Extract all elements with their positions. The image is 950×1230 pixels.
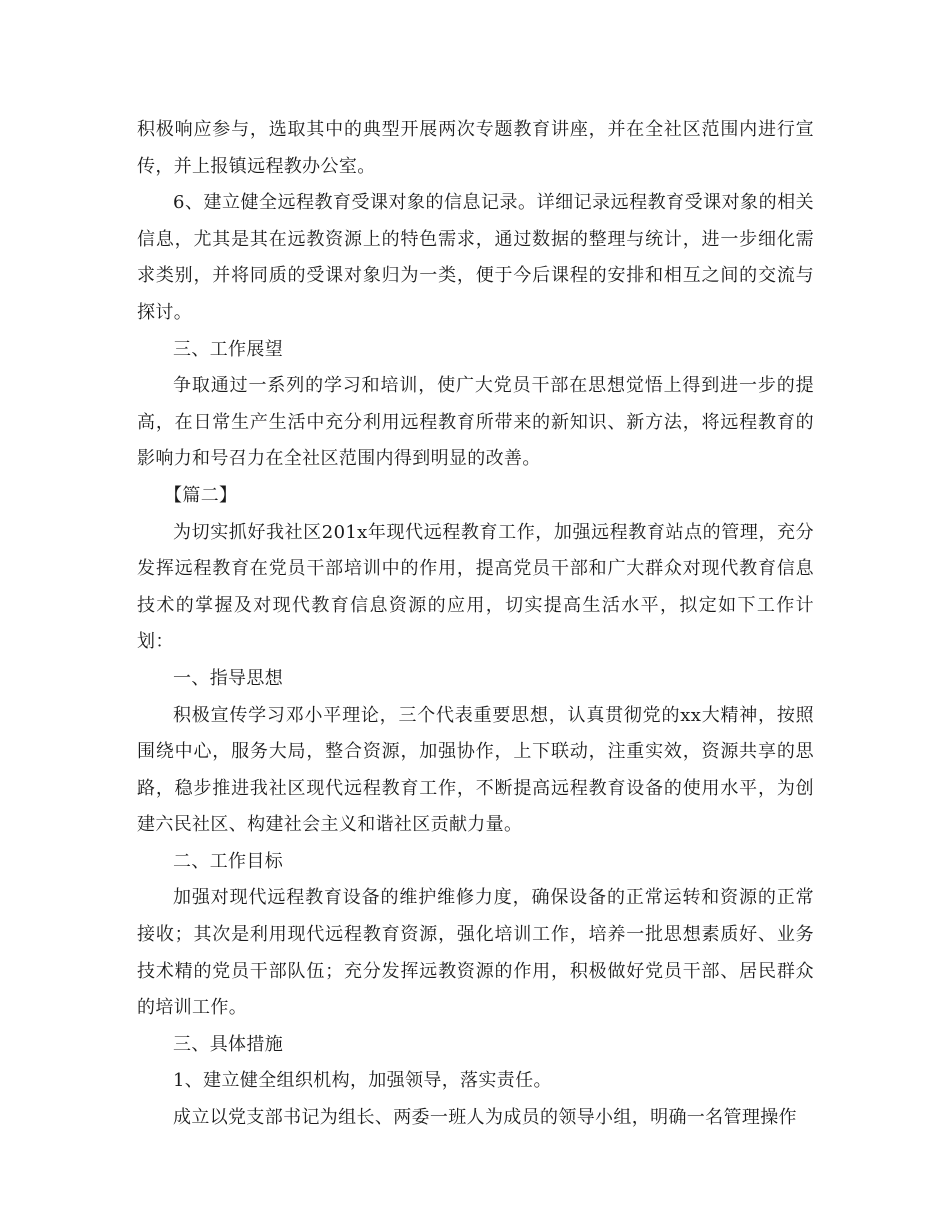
document-body xyxy=(137,112,814,1137)
heading-guiding-ideology: 一、指导思想 xyxy=(173,667,284,689)
paragraph-outlook: 争取通过一系列的学习和培训，使广大党员干部在思想觉悟上得到进一步的提高，在日常生产生活中充分利用远程教育所带来的新知识、新方法，将远程教育的影响力和号召力在全社区范围内得到明显的改善。 xyxy=(137,375,814,470)
paragraph-measure-1: 成立以党支部书记为组长、两委一班人为成员的领导小组，明确一名管理操作 xyxy=(173,1107,797,1129)
paragraph-guiding-ideology: 积极宣传学习邓小平理论，三个代表重要思想，认真贯彻党的xx大精神，按照围绕中心，服务大局，整合资源，加强协作，上下联动，注重实效，资源共享的思路，稳步推进我社区现代远程教育工作，不断提高远程教育设备的使用水平，为创建六民社区、构建社会主义和谐社区贡献力量。 xyxy=(137,704,814,836)
heading-specific-measures: 三、具体措施 xyxy=(173,1033,284,1055)
paragraph-work-goals: 加强对现代远程教育设备的维护维修力度，确保设备的正常运转和资源的正常接收；其次是利用现代远程教育资源，强化培训工作，培养一批思想素质好、业务技术精的党员干部队伍；充分发挥远教资源的作用，积极做好党员干部、居民群众的培训工作。 xyxy=(137,887,814,1019)
paragraph-item-6: 6、建立健全远程教育受课对象的信息记录。详细记录远程教育受课对象的相关信息，尤其是其在远教资源上的特色需求，通过数据的整理与统计，进一步细化需求类别，并将同质的受课对象归为一类，便于今后课程的安排和相互之间的交流与探讨。 xyxy=(137,192,814,323)
paragraph-intro: 为切实抓好我社区201x年现代远程教育工作，加强远程教育站点的管理，充分发挥远程教育在党员干部培训中的作用，提高党员干部和广大群众对现代教育信息技术的掌握及对现代教育信息资源的应用，切实提高生活水平，拟定如下工作计划： xyxy=(137,521,814,653)
section-marker-part-two: 【篇二】 xyxy=(164,484,238,506)
heading-work-outlook: 三、工作展望 xyxy=(173,338,284,360)
heading-work-goals: 二、工作目标 xyxy=(173,850,284,872)
heading-measure-1: 1、建立健全组织机构，加强领导，落实责任。 xyxy=(173,1070,552,1092)
paragraph-continuation: 积极响应参与，选取其中的典型开展两次专题教育讲座，并在全社区范围内进行宣传，并上报镇远程教办公室。 xyxy=(137,119,814,177)
